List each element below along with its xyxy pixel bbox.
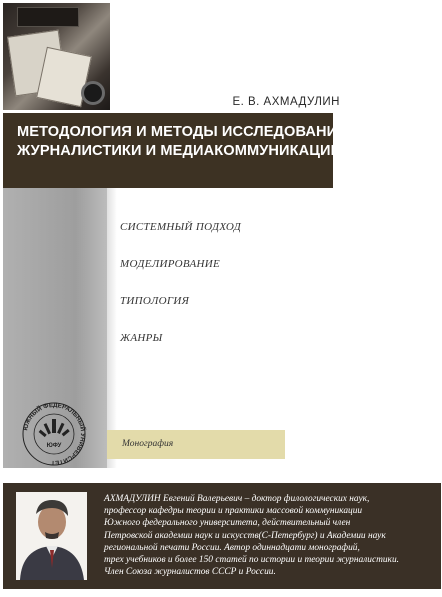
title-line-2: ЖУРНАЛИСТИКИ И МЕДИАКОММУНИКАЦИЙ [17,143,342,159]
bio-line-2: профессор кафедры теории и практики массовой коммуникации [104,506,363,517]
genre-label: Монография [122,439,174,449]
topic-modeling: МОДЕЛИРОВАНИЕ [120,258,220,270]
topic-typology: ТИПОЛОГИЯ [120,295,190,307]
bio-line-5: региональной печати России. Автор одиннадцати монографий, [104,542,360,553]
bio-line-1: АХМАДУЛИН Евгений Валерьевич – доктор филологических наук, [104,494,370,504]
author-bio [104,493,439,578]
title-bar [3,113,348,188]
author-portrait [16,492,87,580]
author-name: Е. В. АХМАДУЛИН [232,96,340,108]
bio-line-7: Член Союза журналистов СССР и России. [104,567,276,578]
bio-line-4: Петровской академии наук и искусств(С-Петербург) и Академии наук [104,530,386,541]
bio-line-6: трех учебников и более 150 статей по истории и теории журналистики. [104,555,399,566]
author-bio-panel [3,483,441,589]
seal-abbr: ЮФУ [46,443,62,449]
topic-genres: ЖАНРЫ [120,332,163,344]
seal-ring-text: ЮЖНЫЙ ФЕДЕРАЛЬНЫЙ УНИВЕРСИТЕТ [22,401,87,467]
bio-line-3: Южного федерального университета, действительный член [104,518,351,529]
cover-photo [3,3,110,110]
title-line-1: МЕТОДОЛОГИЯ И МЕТОДЫ ИССЛЕДОВАНИЯ [17,124,348,140]
author-portrait-icon [16,492,87,580]
university-seal-icon [21,401,87,467]
genre-bar [107,430,285,459]
topic-system-approach: СИСТЕМНЫЙ ПОДХОД [120,221,242,233]
